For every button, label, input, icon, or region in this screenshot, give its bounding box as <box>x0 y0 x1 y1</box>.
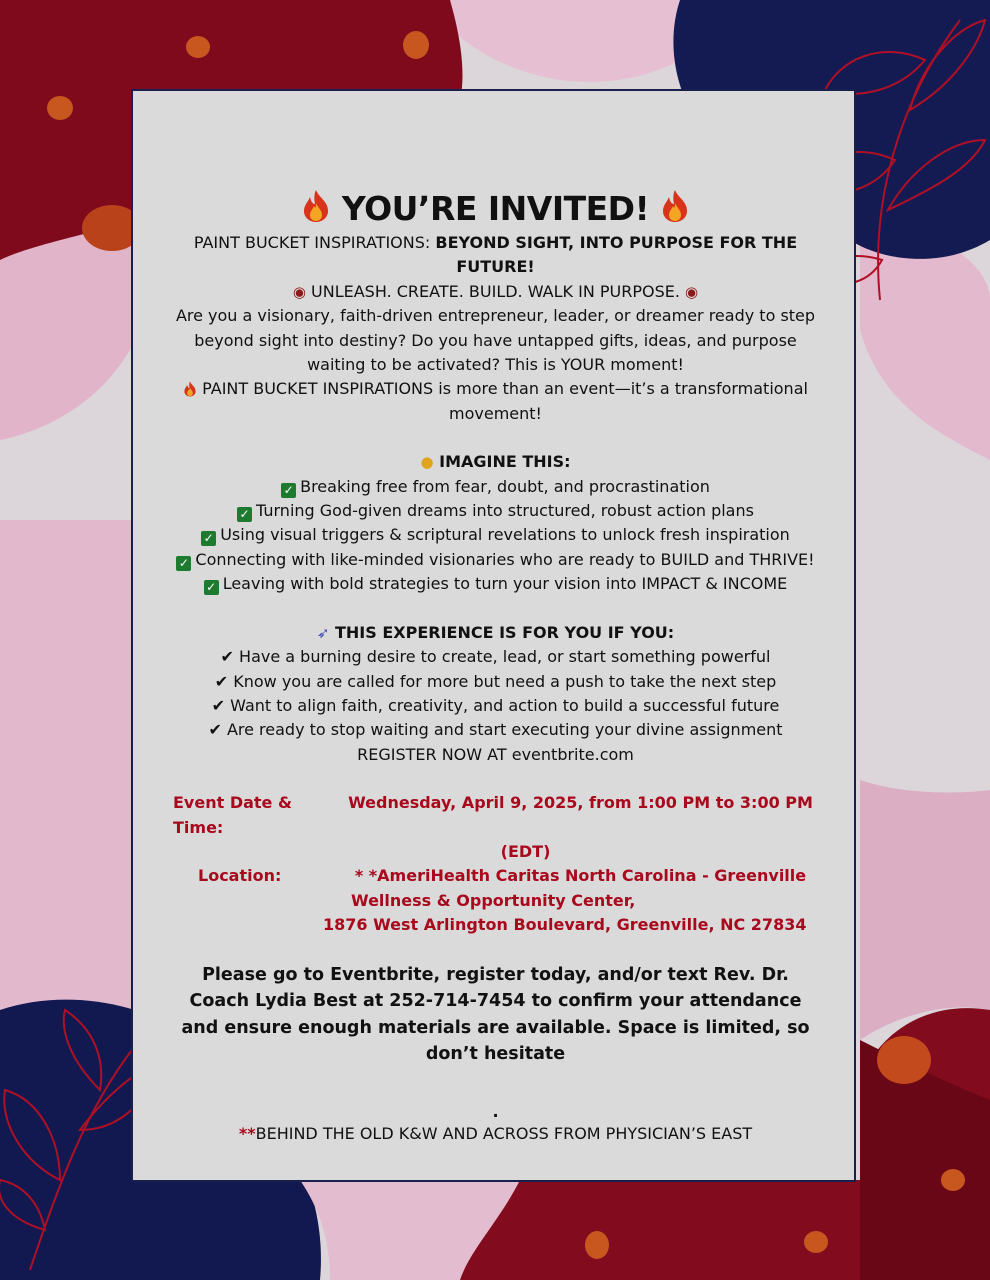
checkmark-icon: ✔ <box>214 671 234 691</box>
event-date-label: Event Date & Time: <box>173 793 292 837</box>
list-item-text: Breaking free from fear, doubt, and procrastination <box>300 476 710 496</box>
checkbox-checked-icon: ✓ <box>204 580 219 595</box>
list-item-text: Turning God-given dreams into structured, robust action plans <box>256 501 754 521</box>
checkbox-checked-icon: ✓ <box>201 531 216 546</box>
list-item <box>173 499 818 523</box>
list-item <box>173 475 818 499</box>
event-timezone: (EDT) <box>500 841 551 861</box>
checkbox-checked-icon: ✓ <box>176 556 191 571</box>
list-item-text: Know you are called for more but need a push to take the next step <box>233 671 777 691</box>
checkbox-checked-icon: ✓ <box>281 483 296 498</box>
eye-icon: ◉ <box>292 282 306 301</box>
event-location-line1: * *AmeriHealth Caritas North Carolina - Greenville <box>354 866 807 886</box>
card-content <box>173 187 818 1146</box>
event-date-row <box>173 791 818 840</box>
rocket-icon: ➶ <box>316 623 330 642</box>
checkmark-icon: ✔ <box>211 695 231 715</box>
experience-heading-text: THIS EXPERIENCE IS FOR YOU IF YOU: <box>334 622 675 642</box>
checkmark-icon: ✔ <box>220 647 240 667</box>
tagline <box>173 280 818 304</box>
event-location-row-3 <box>173 913 818 937</box>
separator-dot: . <box>492 1101 499 1121</box>
list-item <box>173 694 818 718</box>
event-location-row <box>173 864 818 888</box>
list-item <box>173 548 818 572</box>
checkmark-icon: ✔ <box>208 720 227 740</box>
list-item-text: Leaving with bold strategies to turn your vision into IMPACT & INCOME <box>222 574 788 594</box>
call-to-action: Please go to Eventbrite, register today, and/or text Rev. Dr. Coach Lydia Best at 252-714-7454 to confirm your attendance and ensure enough materials are available. Space is limited, so don’t hesitate <box>181 964 810 1065</box>
event-subtitle <box>173 231 818 280</box>
event-location-line2: Wellness & Opportunity Center, <box>351 890 636 910</box>
event-location-line3: 1876 West Arlington Boulevard, Greenville, NC 27834 <box>323 915 807 935</box>
event-details <box>173 791 818 937</box>
subtitle-bold: BEYOND SIGHT, INTO PURPOSE FOR THE FUTURE! <box>435 233 798 277</box>
list-item-text: Have a burning desire to create, lead, or start something powerful <box>239 647 771 667</box>
imagine-heading-text: IMAGINE THIS: <box>439 452 571 472</box>
event-location-row-2 <box>173 889 818 913</box>
footnote-mark: ** <box>238 1123 256 1143</box>
lightbulb-icon: ● <box>420 453 434 472</box>
event-zone-row <box>173 840 818 864</box>
movement-line <box>173 377 818 426</box>
event-date-value: Wednesday, April 9, 2025, from 1:00 PM to 3:00 PM <box>348 793 813 813</box>
event-location-label: Location: <box>198 866 282 886</box>
list-item <box>173 645 818 669</box>
title-text: YOU’RE INVITED! <box>341 189 650 228</box>
list-item-text: Want to align faith, creativity, and action to build a successful future <box>230 695 780 715</box>
movement-text: PAINT BUCKET INSPIRATIONS is more than an event—it’s a transformational movement! <box>202 379 808 423</box>
eye-icon: ◉ <box>685 282 699 301</box>
list-item-text: Are ready to stop waiting and start executing your divine assignment <box>226 720 783 740</box>
invitation-title <box>173 187 818 231</box>
list-item <box>173 572 818 596</box>
footnote <box>173 1122 818 1146</box>
list-item <box>173 670 818 694</box>
fire-icon <box>660 189 690 223</box>
list-item-text: Using visual triggers & scriptural revelations to unlock fresh inspiration <box>220 525 790 545</box>
experience-heading <box>173 621 818 645</box>
invitation-card <box>131 89 856 1182</box>
checkbox-checked-icon: ✓ <box>237 507 252 522</box>
list-item <box>173 523 818 547</box>
fire-icon <box>301 189 331 223</box>
list-item-text: Connecting with like-minded visionaries who are ready to BUILD and THRIVE! <box>195 549 815 569</box>
imagine-heading <box>173 450 818 474</box>
register-line: REGISTER NOW AT eventbrite.com <box>357 744 634 764</box>
subtitle-plain: PAINT BUCKET INSPIRATIONS: <box>193 233 436 252</box>
intro-paragraph: Are you a visionary, faith-driven entrepreneur, leader, or dreamer ready to step beyond sight into destiny? Do you have untapped gifts, ideas, and purpose waiting to be activated? This is YOUR moment! <box>175 306 816 375</box>
footnote-text: BEHIND THE OLD K&W AND ACROSS FROM PHYSICIAN’S EAST <box>255 1123 753 1143</box>
tagline-text: UNLEASH. CREATE. BUILD. WALK IN PURPOSE. <box>311 281 680 301</box>
list-item <box>173 718 818 742</box>
fire-icon <box>183 381 197 397</box>
pink-blob-right-lower <box>860 780 990 1040</box>
